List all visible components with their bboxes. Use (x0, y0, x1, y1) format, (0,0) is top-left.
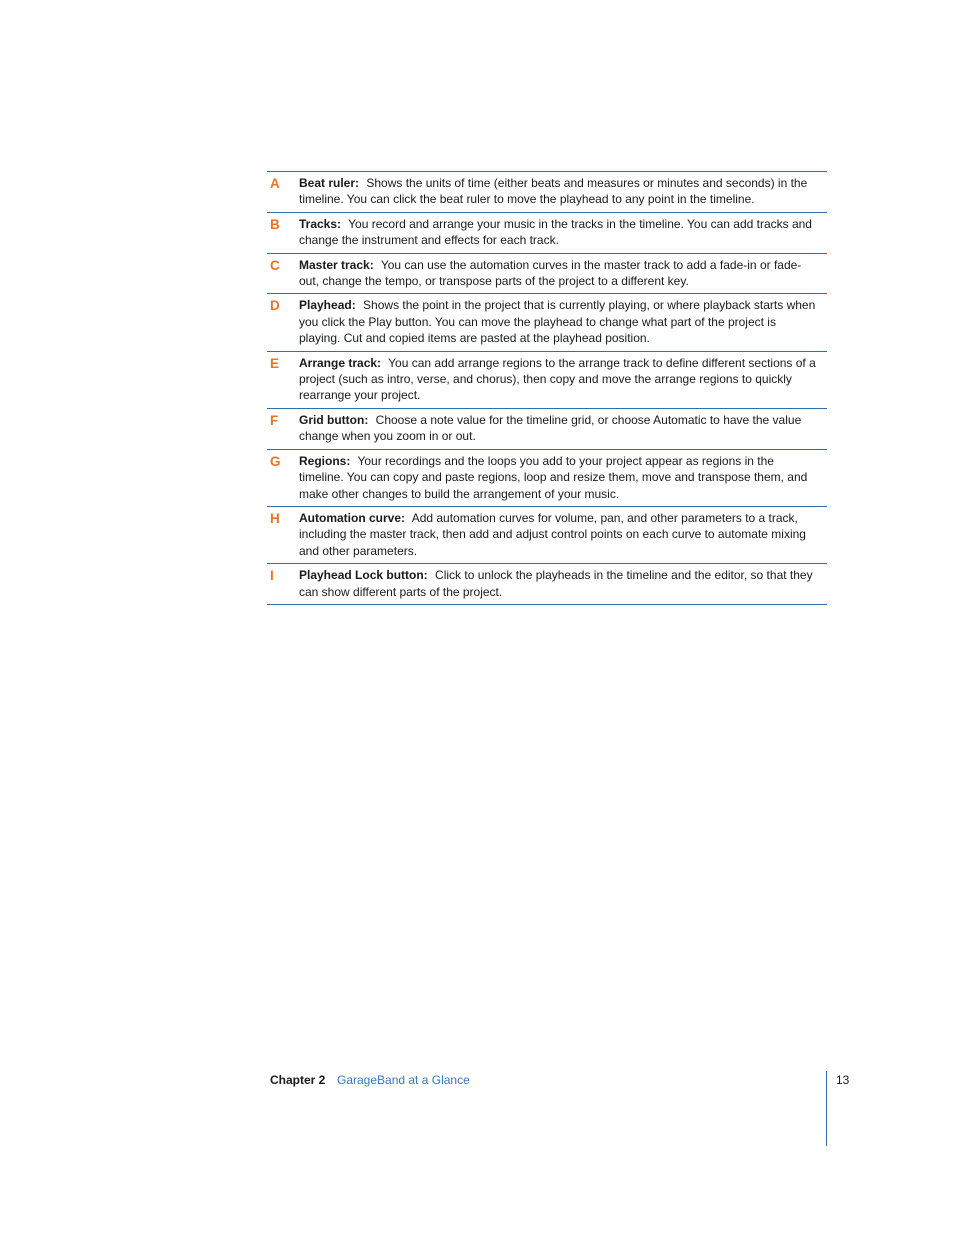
callout-row-e (267, 352, 827, 409)
callout-term: Grid button: (299, 412, 369, 427)
callout-row-f (267, 409, 827, 450)
callout-letter: E (270, 355, 280, 371)
callout-text: You can add arrange regions to the arrange track to define different sections of a project (such as intro, verse, and chorus), then copy and move the arrange regions to quickly rearrange your project. (299, 355, 816, 403)
footer-chapter-title: GarageBand at a Glance (337, 1073, 470, 1087)
callout-row-b (267, 213, 827, 254)
callout-row-d (267, 294, 827, 351)
footer-chapter-label: Chapter 2 (270, 1073, 326, 1087)
callout-term: Automation curve: (299, 510, 406, 525)
callout-letter: I (270, 568, 274, 584)
callout-term: Playhead: (299, 298, 356, 313)
callout-letter: B (270, 216, 280, 232)
callout-row-g (267, 450, 827, 507)
callout-text: Shows the units of time (either beats and measures or minutes and seconds) in the timeline. You can click the beat ruler to move the playhead to any point in the timeline. (299, 176, 808, 207)
callout-term: Beat ruler: (299, 176, 360, 190)
callout-letter: D (270, 298, 280, 314)
callout-text: You record and arrange your music in the tracks in the timeline. You can add tracks and change the instrument and effects for each track. (299, 216, 812, 248)
callout-table (267, 171, 827, 605)
callout-term: Arrange track: (299, 355, 382, 370)
callout-letter: A (270, 176, 280, 191)
callout-letter: H (270, 510, 280, 526)
page-number: 13 (836, 1073, 850, 1087)
callout-row-a (267, 172, 827, 213)
callout-term: Tracks: (299, 216, 342, 231)
callout-term: Master track: (299, 257, 374, 272)
callout-letter: C (270, 257, 280, 273)
callout-text: Click to unlock the playheads in the timeline and the editor, so that they can show different parts of the project. (299, 568, 813, 599)
callout-text: Choose a note value for the timeline grid, or choose Automatic to have the value change when you zoom in or out. (299, 412, 802, 444)
callout-term: Playhead Lock button: (299, 568, 428, 583)
callout-text: You can use the automation curves in the master track to add a fade-in or fade-out, change the tempo, or transpose parts of the project to a different key. (299, 257, 802, 289)
callout-row-h (267, 507, 827, 564)
callout-row-c (267, 254, 827, 295)
callout-term: Regions: (299, 453, 351, 468)
footer-divider (826, 1071, 827, 1146)
callout-letter: G (270, 453, 281, 469)
callout-row-i (267, 564, 827, 605)
callout-text: Add automation curves for volume, pan, and other parameters to a track, including the master track, then add and adjust control points on each curve to automate mixing and other parameters. (299, 510, 806, 558)
callout-text: Shows the point in the project that is currently playing, or where playback starts when you click the Play button. You can move the playhead to change what part of the project is playing. Cut and copied items are pasted at the playhead position. (299, 298, 816, 346)
callout-letter: F (270, 412, 279, 428)
callout-text: Your recordings and the loops you add to your project appear as regions in the timeline. You can copy and paste regions, loop and resize them, move and transpose them, and make other changes to build the arrangement of your music. (299, 453, 808, 501)
